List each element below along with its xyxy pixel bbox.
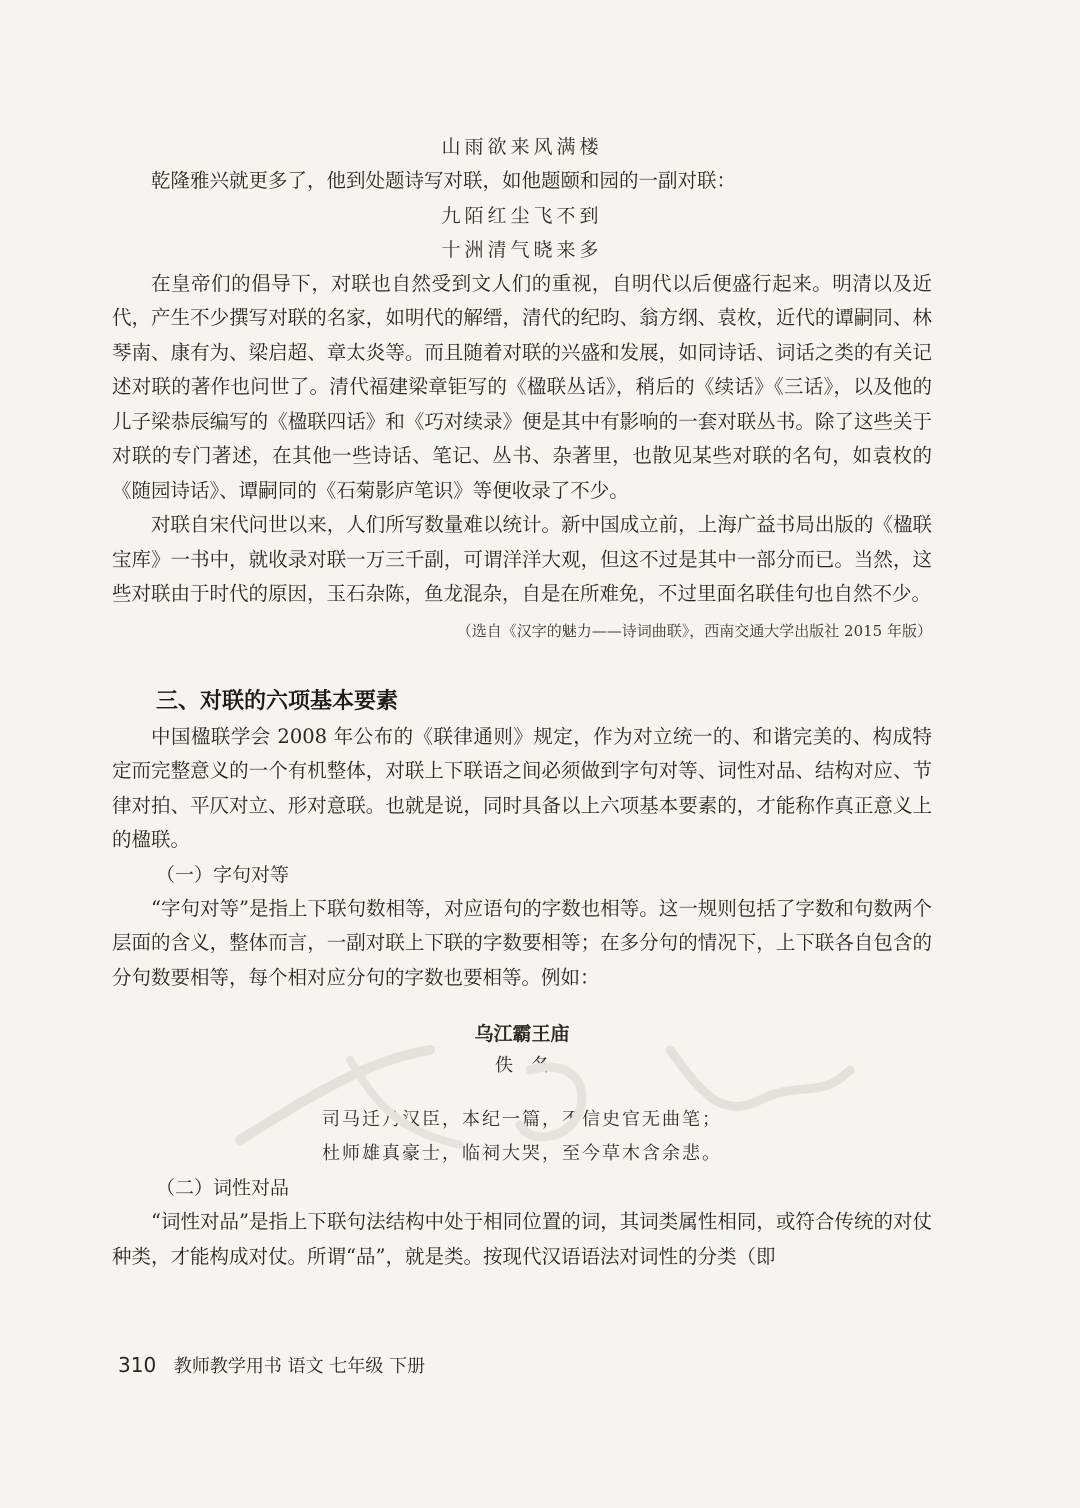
subheading-two: （二）词性对品 bbox=[156, 1177, 290, 1199]
paragraph-equal: “字句对等”是指上下联句数相等，对应语句的字数也相等。这一规则包括了字数和句数两个层面的含义，整体而言，一副对联上下联的字数要相等；在多分句的情况下，上下联各自包含的分句数要相等，每个相对应分句的字数也要相等。例如： bbox=[112, 896, 932, 989]
section-heading: 三、对联的六项基本要素 bbox=[156, 688, 399, 714]
couplet-upper-line: 九陌红尘飞不到 bbox=[441, 204, 603, 227]
paragraph-encouraged: 在皇帝们的倡导下，对联也自然受到文人们的重视，自明代以后便盛行起来。明清以及近代，产生不少撰写对联的名家，如明代的解缙，清代的纪昀、翁方纲、袁枚，近代的谭嗣同、林琴南、康有为、梁启超、章太炎等。而且随着对联的兴盛和发展，如同诗话、词话之类的有关记述对联的著作也问世了。清代福建梁章钜写的《楹联丛话》，稍后的《续话》《三话》，以及他的儿子梁恭辰编写的《楹联四话》和《巧对续录》便是其中有影响的一套对联丛书。除了这些关于对联的专门著述，在其他一些诗话、笔记、丛书、杂著里，也散见某些对联的名句，如袁枚的《随园诗话》、谭嗣同的《石菊影庐笔识》等便收录了不少。 bbox=[112, 271, 932, 502]
paragraph-song: 对联自宋代问世以来，人们所写数量难以统计。新中国成立前，上海广益书局出版的《楹联宝库》一书中，就收录对联一万三千副，可谓洋洋大观，但这不过是其中一部分而已。当然，这些对联由于时代的原因，玉石杂陈，鱼龙混杂，自是在所难免，不过里面名联佳句也自然不少。 bbox=[112, 513, 932, 605]
verse-line: 山雨欲来风满楼 bbox=[441, 136, 603, 158]
page-footer bbox=[118, 1352, 425, 1378]
subheading-one: （一）字句对等 bbox=[156, 863, 290, 886]
example-lower-line: 杜师雄真豪士，临祠大哭，至今草木含余悲。 bbox=[322, 1143, 722, 1164]
example-author: 佚名 bbox=[495, 1055, 567, 1076]
paragraph-qianlong: 乾隆雅兴就更多了，他到处题诗写对联，如他题颐和园的一副对联： bbox=[151, 169, 737, 192]
example-title: 乌江霸王庙 bbox=[474, 1023, 570, 1045]
paragraph-pos: “词性对品”是指上下联句法结构中处于相同位置的词，其词类属性相同，或符合传统的对仗种类，才能构成对仗。所谓“品”，就是类。按现代汉语语法对词性的分类（即 bbox=[112, 1210, 932, 1268]
page-number: 310 bbox=[118, 1353, 157, 1377]
example-upper-line: 司马迁乃汉臣，本纪一篇，不信史官无曲笔； bbox=[322, 1109, 722, 1130]
page-content bbox=[112, 130, 932, 1274]
paragraph-rules: 中国楹联学会 2008 年公布的《联律通则》规定，作为对立统一的、和谐完美的、构成特定而完整意义的一个有机整体，对联上下联语之间必须做到字句对等、词性对品、结构对应、节律对拍、平仄对立、形对意联。也就是说，同时具备以上六项基本要素的，才能称作真正意义上的楹联。 bbox=[112, 724, 932, 851]
source-note: （选自《汉字的魅力——诗词曲联》，西南交通大学出版社 2015 年版） bbox=[456, 621, 932, 640]
couplet-lower-line: 十洲清气晓来多 bbox=[441, 238, 603, 261]
book-title: 教师教学用书 语文 七年级 下册 bbox=[173, 1356, 426, 1377]
